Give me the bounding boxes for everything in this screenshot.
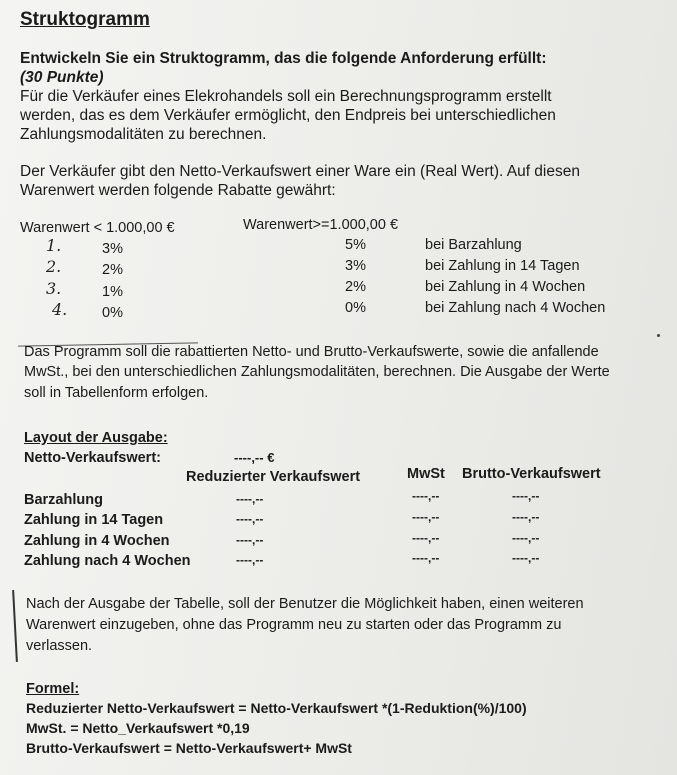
repeat-line: Warenwert einzugeben, ohne das Programm neu zu starten oder das Programm zu (26, 617, 562, 633)
margin-pencil-line (12, 590, 17, 662)
formula-line: Brutto-Verkaufswert = Netto-Verkaufswert+ MwSt (26, 740, 352, 756)
formula-heading: Formel: (26, 681, 80, 697)
output-mwst-value: ----,-- (412, 489, 440, 503)
discount-col-high-header: Warenwert>=1.000,00 € (243, 217, 399, 233)
col-reduced-header: Reduzierter Verkaufswert (186, 469, 361, 485)
discount-high-value: 2% (345, 279, 366, 295)
col-brutto-header: Brutto-Verkaufswert (462, 466, 601, 482)
payment-mode: bei Zahlung nach 4 Wochen (425, 300, 606, 316)
repeat-line: Nach der Ausgabe der Tabelle, soll der Benutzer die Möglichkeit haben, einen weiteren (26, 596, 584, 612)
output-brutto-value: ----,-- (512, 531, 540, 545)
col-mwst-header: MwSt (407, 466, 445, 482)
output-row-label: Barzahlung (24, 492, 103, 508)
discount-low-value: 2% (102, 262, 123, 278)
output-mwst-value: ----,-- (412, 510, 440, 524)
program-line: Das Programm soll die rabattierten Netto- und Brutto-Verkaufswerte, sowie die anfallende (24, 344, 599, 360)
intro-line: Für die Verkäufer eines Elekrohandels soll ein Berechnungsprogramm erstellt (20, 88, 552, 105)
output-brutto-value: ----,-- (512, 551, 540, 565)
input-line: Der Verkäufer gibt den Netto-Verkaufswert einer Ware ein (Real Wert). Auf diesen (20, 163, 580, 180)
output-reduced-value: ----,-- (236, 492, 264, 506)
output-reduced-value: ----,-- (236, 533, 264, 547)
repeat-line: verlassen. (26, 638, 93, 654)
netto-value: ----,-- € (234, 450, 275, 465)
discount-high-value: 0% (345, 300, 366, 316)
page-title: Struktogramm (20, 9, 150, 30)
discount-low-value: 0% (102, 305, 123, 321)
output-reduced-value: ----,-- (236, 553, 264, 567)
output-row-label: Zahlung in 4 Wochen (24, 533, 170, 549)
handwritten-number: 2. (46, 257, 62, 276)
output-reduced-value: ----,-- (236, 512, 264, 526)
pencil-dot (657, 334, 660, 337)
output-mwst-value: ----,-- (412, 551, 440, 565)
payment-mode: bei Zahlung in 4 Wochen (425, 279, 586, 295)
discount-col-low-header: Warenwert < 1.000,00 € (20, 220, 175, 236)
discount-high-value: 3% (345, 258, 366, 274)
discount-low-value: 1% (102, 284, 123, 300)
output-mwst-value: ----,-- (412, 531, 440, 545)
layout-heading: Layout der Ausgabe: (24, 430, 168, 446)
payment-mode: bei Zahlung in 14 Tagen (425, 258, 580, 274)
output-row-label: Zahlung nach 4 Wochen (24, 553, 191, 569)
handwritten-number: 1. (46, 236, 62, 255)
formula-line: Reduzierter Netto-Verkaufswert = Netto-Verkaufswert *(1-Reduktion(%)/100) (26, 700, 527, 716)
program-line: soll in Tabellenform erfolgen. (24, 385, 209, 401)
task-points: (30 Punkte) (20, 69, 104, 86)
program-line: MwSt., bei den unterschiedlichen Zahlungsmodalitäten, berechnen. Die Ausgabe der Werte (24, 364, 610, 380)
output-brutto-value: ----,-- (512, 489, 540, 503)
formula-line: MwSt. = Netto_Verkaufswert *0,19 (26, 720, 250, 736)
intro-line: werden, das es dem Verkäufer ermöglicht, den Endpreis bei unterschiedlichen (20, 107, 556, 124)
netto-label: Netto-Verkaufswert: (24, 450, 161, 466)
intro-line: Zahlungsmodalitäten zu berechnen. (20, 126, 267, 143)
payment-mode: bei Barzahlung (425, 237, 522, 253)
output-brutto-value: ----,-- (512, 510, 540, 524)
handwritten-number: 4. (52, 300, 68, 319)
handwritten-number: 3. (46, 279, 62, 298)
output-row-label: Zahlung in 14 Tagen (24, 512, 164, 528)
discount-high-value: 5% (345, 237, 366, 253)
input-line: Warenwert werden folgende Rabatte gewährt: (20, 182, 336, 199)
discount-low-value: 3% (102, 241, 123, 257)
task-heading: Entwickeln Sie ein Struktogramm, das die folgende Anforderung erfüllt: (20, 50, 547, 67)
